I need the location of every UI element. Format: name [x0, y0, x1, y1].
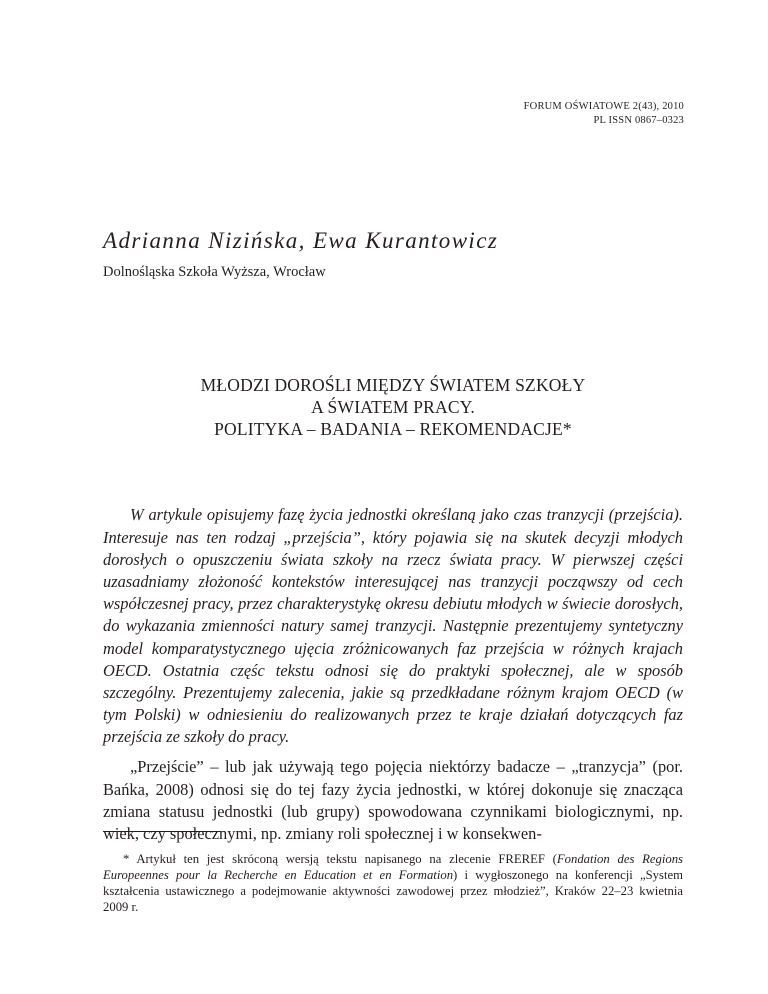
title-line-1: MŁODZI DOROŚLI MIĘDZY ŚWIATEM SZKOŁY	[200, 375, 586, 395]
footnote-text-end: ) i wygłoszonego na konferencji „System kształcenia ustawicznego a podejmowanie aktywności zawodowej przez młodzież”, Kraków 22–23 kwietnia 2009 r.	[103, 867, 683, 915]
footnote-text-start: * Artykuł ten jest skróconą wersją tekstu napisanego na zlecenie FREREF (	[123, 851, 557, 866]
article-authors: Adrianna Nizińska, Ewa Kurantowicz	[103, 228, 499, 253]
body-paragraph: „Przejście” – lub jak używają tego pojęcia niektórzy badacze – „tranzycja” (por. Bańka, 2008) odnosi się do tej fazy życia jednostki, w której dokonuje się znacząca zmiana statusu jednostki (lub grupy) spowodowana czynnikami biologicznymi, np. wiek, czy społecznymi, np. zmiany roli społecznej i w konsekwen-	[103, 757, 683, 843]
journal-issn: PL ISSN 0867–0323	[593, 115, 684, 126]
article-abstract: W artykule opisujemy fazę życia jednostki określaną jako czas tranzycji (przejścia). Interesuje nas ten rodzaj „przejścia”, który pojawia się na skutek decyzji młodych dorosłych o opuszczeniu świata szkoły na rzecz świata pracy. W pierwszej części uzasadniamy złożoność kontekstów interesującej nas tranzycji począwszy od cech współczesnej pracy, przez charakterystykę okresu debiutu młodych w świecie dorosłych, do wykazania zmienności natury samej tranzycji. Następnie prezentujemy syntetyczny model komparatystycznego ujęcia zróżnicowanych faz przejścia w różnych krajach OECD. Ostatnia częśc tekstu odnosi się do praktyki społecznej, ale w sposób szczególny. Prezentujemy zalecenia, jakie są przedkładane różnym krajom OECD (w tym Polski) w odniesieniu do realizowanych przez te kraje działań dotyczących faz przejścia ze szkoły do pracy.	[103, 505, 683, 747]
footnote-divider	[103, 831, 221, 832]
footnote	[103, 851, 683, 916]
title-line-2: A ŚWIATEM PRACY.	[311, 397, 475, 417]
article-title	[103, 374, 683, 440]
journal-citation: FORUM OŚWIATOWE 2(43), 2010	[523, 101, 684, 112]
title-line-3: POLITYKA – BADANIA – REKOMENDACJE*	[214, 419, 572, 439]
journal-header	[524, 100, 684, 128]
footnote-italic-org-name: Fondation des Regions Europeennes pour la Recherche en Education et en Formation	[103, 851, 683, 882]
author-affiliation: Dolnośląska Szkoła Wyższa, Wrocław	[103, 264, 326, 280]
